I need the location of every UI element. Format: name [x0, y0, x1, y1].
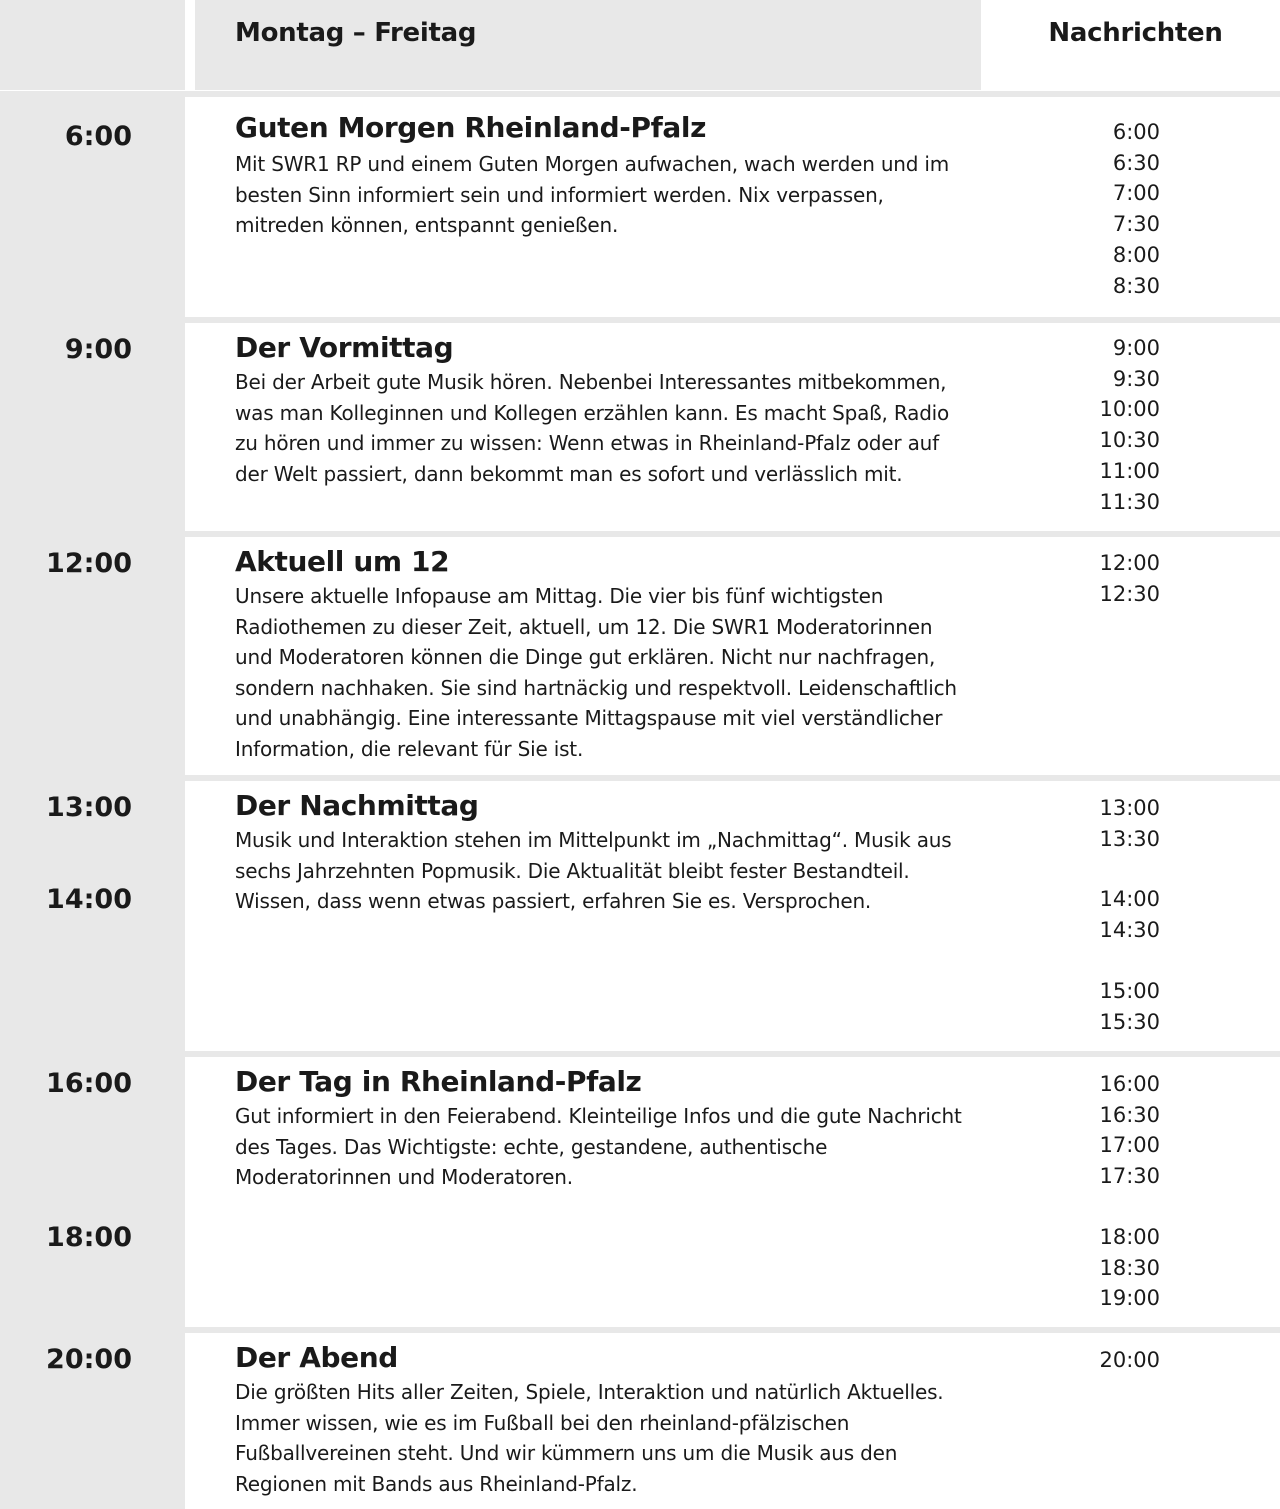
time-column [0, 781, 185, 1051]
start-time: 14:00 [46, 884, 132, 915]
news-times [1060, 1069, 1160, 1314]
news-time: 13:30 [1099, 826, 1160, 851]
news-time: 10:30 [1099, 428, 1160, 453]
show-description: Mit SWR1 RP und einem Guten Morgen aufwachen, wach werden und im besten Sinn informiert sein und informiert werden. Nix verpassen, mitreden können, entspannt genießen. [235, 152, 950, 238]
news-time: 14:00 [1099, 887, 1160, 912]
news-time: 18:30 [1099, 1255, 1160, 1280]
start-time: 6:00 [64, 121, 132, 152]
row-divider [0, 1327, 1280, 1333]
time-column [0, 323, 185, 531]
time-column [0, 1057, 185, 1327]
time-column [0, 537, 185, 775]
news-time: 10:00 [1099, 397, 1160, 422]
news-time: 6:30 [1112, 150, 1160, 175]
row-divider [0, 317, 1280, 323]
show-description: Musik und Interaktion stehen im Mittelpunkt im „Nachmittag“. Musik aus sechs Jahrzehnten Popmusik. Die Aktualität bleibt fester Bestandteil. Wissen, dass wenn etwas passiert, erfahren Sie es. Versprochen. [235, 828, 952, 914]
show-title: Der Abend [235, 1341, 398, 1374]
news-time: 18:00 [1099, 1224, 1160, 1249]
schedule-row-early-evening [0, 1051, 1280, 1327]
start-time: 18:00 [46, 1222, 132, 1253]
show-title: Der Vormittag [235, 331, 454, 364]
show-title: Der Tag in Rheinland-Pfalz [235, 1065, 642, 1098]
schedule-row-forenoon [0, 317, 1280, 531]
news-time: 14:30 [1099, 918, 1160, 943]
time-column [0, 1333, 185, 1509]
news-time: 16:30 [1099, 1102, 1160, 1127]
start-time: 12:00 [46, 548, 132, 579]
news-time: 8:00 [1112, 242, 1160, 267]
header-days-label: Montag – Freitag [235, 18, 477, 48]
time-column [0, 97, 185, 317]
news-time: 20:00 [1099, 1348, 1160, 1372]
start-time: 13:00 [46, 792, 132, 823]
news-time: 11:30 [1099, 489, 1160, 514]
schedule-row-afternoon [0, 775, 1280, 1051]
news-time: 12:30 [1099, 581, 1160, 606]
news-time: 7:30 [1112, 212, 1160, 237]
news-time: 16:00 [1099, 1072, 1160, 1096]
news-time: 17:30 [1099, 1164, 1160, 1189]
row-divider [0, 531, 1280, 537]
row-divider [0, 775, 1280, 781]
news-times [1060, 548, 1160, 609]
show-title: Aktuell um 12 [235, 545, 450, 578]
news-time: 13:00 [1099, 796, 1160, 820]
show-description: Unsere aktuelle Infopause am Mittag. Die vier bis fünf wichtigsten Radiothemen zu dieser Zeit, aktuell, um 12. Die SWR1 Moderatorinnen und Moderatoren können die Dinge gut erklären. Nicht nur nachfragen, sondern nachhaken. Sie sind hartnäckig und respektvoll. Leidenschaftlich und unabhängig. Eine interessante Mittagspause mit viel verständlicher Information, die relevant für Sie ist. [235, 584, 957, 761]
news-time: 8:30 [1112, 273, 1160, 298]
news-time: 19:00 [1099, 1286, 1160, 1311]
header-days-cell [195, 0, 981, 90]
news-time: 9:00 [1112, 336, 1160, 360]
show-description: Gut informiert in den Feierabend. Kleinteilige Infos und die gute Nachricht des Tages. Das Wichtigste: echte, gestandene, authentische Moderatorinnen und Moderatoren. [235, 1104, 962, 1190]
start-time: 9:00 [64, 334, 132, 365]
news-time: 9:30 [1112, 366, 1160, 391]
schedule-row-morning [0, 91, 1280, 317]
news-time: 12:00 [1099, 551, 1160, 575]
news-time: 15:00 [1099, 978, 1160, 1003]
schedule-row-noon [0, 531, 1280, 775]
schedule-row-evening [0, 1327, 1280, 1509]
news-time: 15:30 [1099, 1009, 1160, 1034]
news-time: 6:00 [1112, 120, 1160, 144]
header-time-cell [0, 0, 185, 90]
news-time: 11:00 [1099, 458, 1160, 483]
show-description: Die größten Hits aller Zeiten, Spiele, Interaktion und natürlich Aktuelles. Immer wissen, wie es im Fußball bei den rheinland-pfälzischen Fußballvereinen steht. Und wir kümmern uns um die Musik aus den Regionen mit Bands aus Rheinland-Pfalz. [235, 1380, 944, 1496]
header-news-cell [991, 0, 1280, 90]
news-times [1060, 333, 1160, 517]
news-times [1060, 117, 1160, 301]
news-time: 17:00 [1099, 1133, 1160, 1158]
row-divider [0, 1051, 1280, 1057]
show-title: Guten Morgen Rheinland-Pfalz [235, 111, 706, 144]
show-description: Bei der Arbeit gute Musik hören. Nebenbei Interessantes mitbekommen, was man Kolleginnen und Kollegen erzählen kann. Es macht Spaß, Radio zu hören und immer zu wissen: Wenn etwas in Rheinland-Pfalz oder auf der Welt passiert, dann bekommt man es sofort und verlässlich mit. [235, 370, 950, 486]
start-time: 20:00 [46, 1344, 132, 1375]
news-times [1060, 793, 1160, 1037]
header-news-label: Nachrichten [1048, 18, 1223, 48]
news-times [1060, 1345, 1160, 1376]
start-time: 16:00 [46, 1068, 132, 1099]
show-title: Der Nachmittag [235, 789, 479, 822]
news-time: 7:00 [1112, 181, 1160, 206]
row-divider [0, 91, 1280, 97]
